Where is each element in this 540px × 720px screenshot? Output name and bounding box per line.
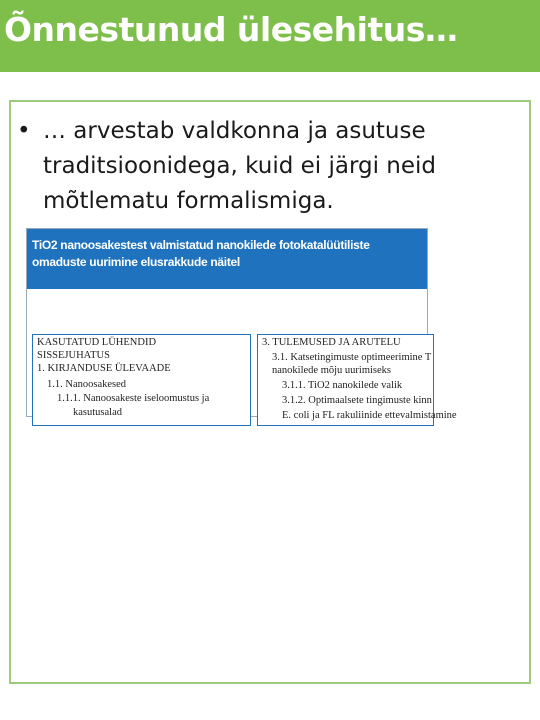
- toc-entry: kasutusalad: [73, 407, 122, 418]
- toc-entry: E. coli ja FL rakuliinide ettevalmistamine: [282, 410, 457, 421]
- toc-entry: nanokilede mõju uurimiseks: [272, 365, 391, 376]
- toc-left-panel: [32, 334, 251, 426]
- toc-entry: 1. KIRJANDUSE ÜLEVAADE: [37, 363, 171, 374]
- document-title: TiO2 nanoosakestest valmistatud nanokilede fotokatalüütiliste omaduste uurimine elusrakkude näitel: [32, 238, 370, 269]
- toc-entry: KASUTATUD LÜHENDID: [37, 337, 157, 348]
- bullet-text: … arvestab valdkonna ja asutuse traditsioonidega, kuid ei järgi neid mõtlematu formalismiga.: [43, 118, 437, 214]
- toc-entry: 1.1.1. Nanoosakeste iseloomustus ja: [57, 393, 210, 404]
- bullet-item: [17, 114, 517, 219]
- toc-entry: 1.1. Nanoosakesed: [47, 379, 127, 390]
- embedded-document-image: [26, 228, 457, 421]
- toc-entry: 3.1.1. TiO2 nanokilede valik: [282, 380, 403, 391]
- toc-entry: 3. TULEMUSED JA ARUTELU: [262, 337, 401, 348]
- title-bar: [0, 0, 540, 72]
- slide-title: Õnnestunud ülesehitus…: [4, 10, 458, 49]
- document-header: [27, 229, 427, 289]
- content-box: [9, 100, 531, 684]
- bullet-dot: •: [17, 118, 31, 144]
- toc-entry: 3.1. Katsetingimuste optimeerimine T: [272, 352, 432, 363]
- toc-right-panel: [257, 334, 457, 426]
- toc-entry: SISSEJUHATUS: [37, 350, 110, 361]
- toc-entry: 3.1.2. Optimaalsete tingimuste kinn: [282, 395, 432, 406]
